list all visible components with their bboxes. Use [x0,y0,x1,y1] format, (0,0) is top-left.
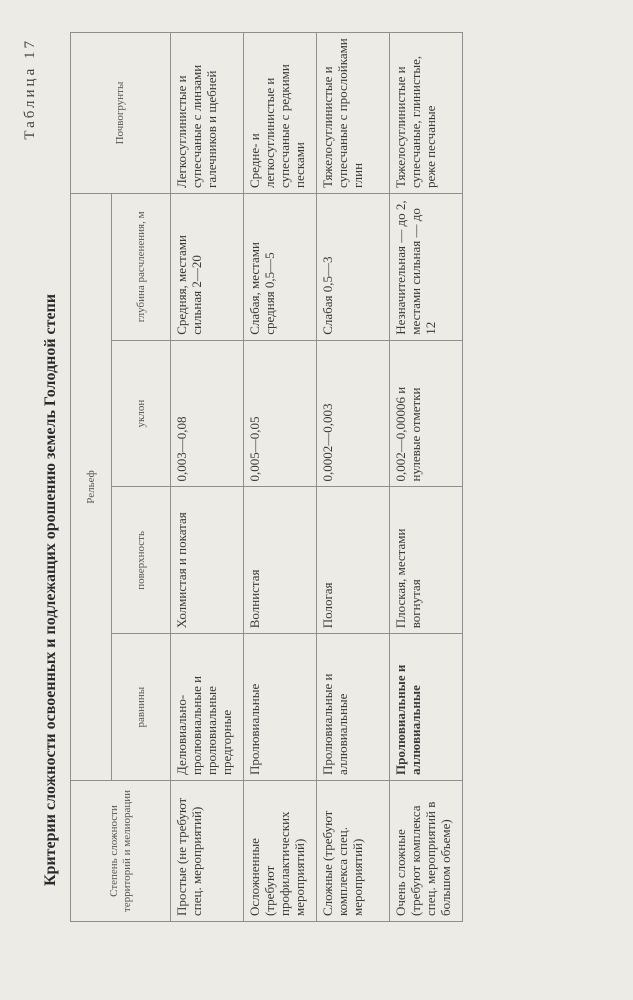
header-plains: равнины [112,634,171,781]
cell-plains: Пролювиальные и аллювиальные [317,634,390,781]
table-row [317,33,390,922]
cell-degree: Очень сложные (требуют комплекса спец. мероприятий в большом объеме) [390,781,463,922]
table-row [171,33,244,922]
cell-soils: Легкосуглинистые и супесчаные с линзами галечников и щебней [171,33,244,194]
cell-surface: Пологая [317,487,390,634]
cell-soils: Тяжелосуглинистые и супесчаные, глинистые, реже песчаные [390,33,463,194]
table-title: Критерии сложности освоенных и подлежащих орошению земель Голодной степи [42,293,59,887]
cell-soils: Средне- и легкосуглинистые и супесчаные с редкими песками [244,33,317,194]
table-row [244,33,317,922]
cell-degree: Сложные (требуют комплекса спец. мероприятий) [317,781,390,922]
cell-slope: 0,003—0,08 [171,340,244,487]
header-row [71,33,112,922]
header-degree: Степень сложности территорий и мелиорации [71,781,171,922]
cell-groundwater: Слабая, местами средняя 0,5—5 [244,194,317,341]
cell-groundwater: Средняя, местами сильная 2—20 [171,194,244,341]
criteria-table [70,32,463,922]
table-row [390,33,463,922]
cell-degree: Простые (не требуют спец. мероприятий) [171,781,244,922]
cell-slope: 0,005—0,05 [244,340,317,487]
cell-soils: Тяжелосуглинистые и супесчаные с прослойками глин [317,33,390,194]
header-slope: уклон [112,340,171,487]
header-relief: Рельеф [71,194,112,781]
cell-surface: Плоская, местами вогнутая [390,487,463,634]
cell-plains: Пролювиальные [244,634,317,781]
cell-surface: Волнистая [244,487,317,634]
header-groundwater: глубина расчленения, м [112,194,171,341]
cell-surface: Холмистая и покатая [171,487,244,634]
header-soils: Почвогрунты [71,33,171,194]
header-surface: поверхность [112,487,171,634]
cell-plains: Делювиально-пролювиальные и пролювиальные предгорные [171,634,244,781]
table-label: Таблица 17 [22,38,38,140]
cell-slope: 0,002—0,00006 и нулевые отметки [390,340,463,487]
cell-degree: Осложненные (требуют профилактических мероприятий) [244,781,317,922]
cell-slope: 0,0002—0,003 [317,340,390,487]
cell-groundwater: Слабая 0,5—3 [317,194,390,341]
cell-plains: Пролювиальные и аллювиальные [390,634,463,781]
cell-groundwater: Незначительная — до 2, местами сильная — до 12 [390,194,463,341]
